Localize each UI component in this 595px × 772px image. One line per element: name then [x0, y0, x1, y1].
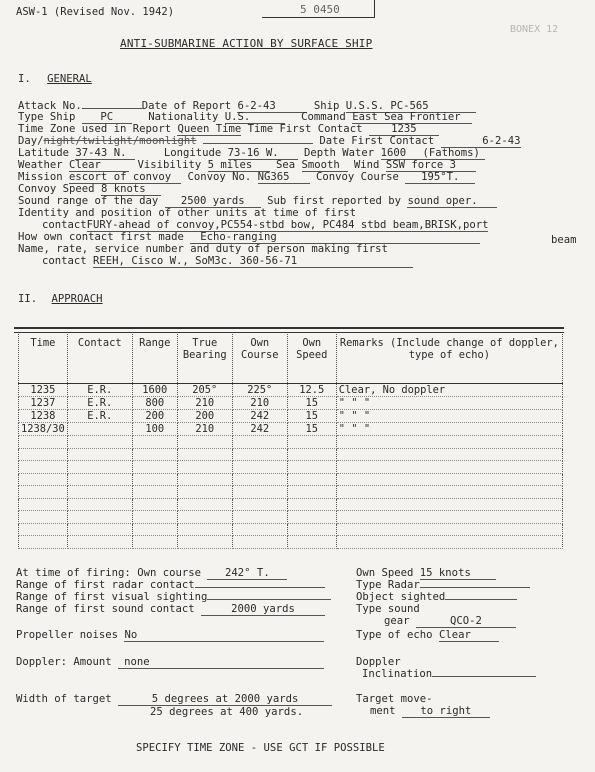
attack-no-field[interactable] — [82, 108, 142, 109]
table-top-rule — [14, 327, 564, 329]
table-cell[interactable]: 200 — [177, 410, 232, 423]
table-cell[interactable] — [132, 511, 177, 524]
ment-value[interactable]: to right — [402, 706, 490, 718]
section1-number: I. — [18, 73, 31, 85]
table-cell[interactable]: 1237 — [19, 397, 68, 410]
row-visual — [16, 591, 331, 603]
person-label: contact — [42, 255, 87, 267]
type-radar-field[interactable] — [420, 587, 530, 588]
depth-value: 1600 — [380, 147, 407, 159]
day-struck-options: night/twilight/moonlight — [43, 135, 197, 147]
doppler-amount-label: Doppler: Amount — [16, 656, 112, 668]
table-row — [19, 397, 563, 410]
section2-heading — [18, 293, 103, 305]
own-course-label: Own course — [137, 567, 201, 579]
table-cell[interactable] — [336, 436, 562, 449]
table-cell[interactable] — [19, 498, 68, 511]
table-cell[interactable]: 210 — [177, 397, 232, 410]
table-row — [19, 536, 563, 549]
row-sound-contact — [16, 603, 325, 616]
row-target-move — [356, 693, 433, 705]
command-label: Command — [301, 111, 346, 123]
own-speed-value[interactable]: 15 knots — [420, 568, 496, 580]
inclination-field[interactable] — [432, 676, 536, 677]
own-course-value[interactable]: 242° T. — [207, 568, 287, 580]
type-sound-label: Type sound — [356, 603, 420, 615]
table-cell[interactable]: E.R. — [67, 397, 132, 410]
table-row — [19, 423, 563, 436]
row-type-echo — [356, 629, 499, 642]
table-cell[interactable]: 210 — [232, 397, 287, 410]
table-cell[interactable] — [232, 473, 287, 486]
table-cell[interactable]: 1235 — [19, 384, 68, 397]
ship-value[interactable]: U.S.S. PC-565 — [346, 101, 476, 113]
table-cell[interactable] — [19, 523, 68, 536]
table-row — [19, 461, 563, 474]
table-cell[interactable] — [336, 473, 562, 486]
table-cell[interactable]: 242 — [232, 423, 287, 436]
object-label: Object sighted — [356, 591, 446, 603]
table-cell[interactable] — [232, 536, 287, 549]
table-cell[interactable] — [177, 523, 232, 536]
depth-unit: (Fathoms) — [422, 147, 480, 159]
weather-label: Weather — [18, 159, 63, 171]
type-ship-value[interactable]: PC — [82, 112, 132, 124]
table-cell[interactable]: 242 — [232, 410, 287, 423]
table-cell[interactable] — [19, 536, 68, 549]
sub-first-value[interactable]: sound oper. — [407, 196, 497, 208]
table-cell[interactable] — [132, 473, 177, 486]
mission-label: Mission — [18, 171, 63, 183]
table-cell[interactable] — [132, 461, 177, 474]
gear-label: gear — [384, 615, 410, 627]
table-cell[interactable] — [67, 423, 132, 436]
table-cell[interactable] — [232, 498, 287, 511]
latitude-label: Latitude — [18, 147, 70, 159]
table-row — [19, 486, 563, 499]
attack-no-label: Attack No. — [18, 100, 82, 112]
latitude-value[interactable]: 37-43 N. — [75, 148, 135, 160]
table-cell[interactable] — [287, 486, 336, 499]
width-label: Width of target — [16, 693, 112, 705]
table-cell[interactable] — [67, 436, 132, 449]
visual-field[interactable] — [207, 599, 331, 600]
own-speed-label: Own Speed — [356, 567, 414, 579]
table-row — [19, 498, 563, 511]
convoy-course-label: Convoy Course — [316, 171, 399, 183]
section2-number: II. — [18, 293, 38, 305]
date-report-label: Date of Report — [141, 100, 232, 112]
sub-first-label: Sub first reported by — [267, 195, 402, 207]
table-row — [19, 448, 563, 461]
wind-label: Wind — [353, 159, 380, 171]
table-cell[interactable] — [132, 536, 177, 549]
table-cell[interactable] — [67, 511, 132, 524]
day-label: Day/ — [18, 135, 44, 147]
table-cell[interactable]: 100 — [132, 423, 177, 436]
nationality-value[interactable]: U.S. — [225, 112, 285, 124]
table-cell[interactable] — [336, 511, 562, 524]
sound-range-label: Sound range of the day — [18, 195, 159, 207]
col-own-course: Own Course — [232, 334, 287, 384]
row-radar — [16, 579, 325, 591]
col-range: Range — [132, 334, 177, 384]
col-own-speed: Own Speed — [287, 334, 336, 384]
table-cell[interactable] — [336, 486, 562, 499]
mission-value[interactable]: escort of convoy — [69, 172, 181, 184]
row-ment — [370, 705, 490, 718]
table-row — [19, 523, 563, 536]
table-cell[interactable]: " " " — [336, 423, 562, 436]
table-cell[interactable]: 15 — [287, 397, 336, 410]
table-cell[interactable] — [132, 436, 177, 449]
longitude-value[interactable]: 73-16 W. — [228, 148, 298, 160]
approach-header-row — [19, 334, 563, 384]
inclination-label: Inclination — [362, 668, 433, 680]
section2-label: APPROACH — [51, 293, 103, 305]
table-row — [19, 436, 563, 449]
table-cell[interactable]: 800 — [132, 397, 177, 410]
stamp-text: 5 0450 — [300, 3, 340, 16]
table-cell[interactable]: " " " — [336, 397, 562, 410]
row-doppler-amount — [16, 656, 324, 669]
table-cell[interactable] — [232, 511, 287, 524]
depth-label: Depth Water — [304, 147, 375, 159]
date-report-value[interactable]: 6-2-43 — [237, 101, 307, 113]
wind-value[interactable]: SSW force 3 — [386, 160, 476, 172]
width-value-1[interactable]: 5 degrees at 2000 yards — [118, 694, 332, 706]
table-cell[interactable]: 15 — [287, 410, 336, 423]
table-cell[interactable] — [67, 536, 132, 549]
table-cell[interactable] — [19, 473, 68, 486]
table-cell[interactable] — [19, 448, 68, 461]
identity-label: Identity and position of other units at time of first — [18, 207, 357, 219]
table-cell[interactable] — [67, 523, 132, 536]
table-cell[interactable] — [132, 486, 177, 499]
row-type-radar — [356, 579, 530, 591]
footer-note: SPECIFY TIME ZONE - USE GCT IF POSSIBLE — [136, 742, 385, 754]
table-cell[interactable] — [67, 461, 132, 474]
row-type-sound — [356, 603, 420, 615]
col-true-bearing: True Bearing — [177, 334, 232, 384]
table-cell[interactable] — [177, 461, 232, 474]
table-cell[interactable]: 1600 — [132, 384, 177, 397]
visibility-value[interactable]: 5 miles — [208, 160, 270, 172]
table-cell[interactable] — [67, 448, 132, 461]
table-cell[interactable]: Clear, No doppler — [336, 384, 562, 397]
convoy-no-label: Convoy No. — [187, 171, 252, 183]
day-field[interactable] — [203, 143, 313, 144]
table-cell[interactable] — [19, 511, 68, 524]
row-inclination — [362, 668, 536, 680]
propeller-value[interactable]: No — [124, 630, 324, 642]
nationality-label: Nationality — [148, 111, 219, 123]
convoy-course-value[interactable]: 195°T. — [405, 172, 475, 184]
table-cell[interactable]: 205° — [177, 384, 232, 397]
table-cell[interactable] — [336, 461, 562, 474]
target-move-label: Target move- — [356, 693, 433, 705]
row-propeller — [16, 629, 324, 642]
visibility-label: Visibility — [137, 159, 202, 171]
table-cell[interactable] — [232, 523, 287, 536]
at-time-label: At time of firing: — [16, 567, 131, 579]
weather-value[interactable]: Clear — [69, 160, 129, 172]
date-first-contact-value[interactable]: 6-2-43 — [441, 136, 521, 148]
sea-label: Sea — [276, 159, 296, 171]
width-value-2: 25 degrees at 400 yards. — [150, 706, 304, 718]
table-cell[interactable] — [336, 448, 562, 461]
table-cell[interactable]: 15 — [287, 423, 336, 436]
convoy-speed-label: Convoy Speed — [18, 183, 95, 195]
radar-contact-label: Range of first radar contact — [16, 579, 195, 591]
section1-heading — [18, 73, 92, 85]
row-object — [356, 591, 517, 603]
table-cell[interactable]: 200 — [132, 410, 177, 423]
sound-contact-value[interactable]: 2000 yards — [201, 604, 325, 616]
contact-label: contact — [42, 219, 87, 231]
table-cell[interactable] — [177, 436, 232, 449]
contact-value[interactable]: FURY-ahead of convoy,PC554-stbd bow, PC484 stbd beam,BRISK,port — [86, 219, 489, 231]
table-cell[interactable]: 1238/30 — [19, 423, 68, 436]
convoy-no-value[interactable]: NG365 — [258, 172, 310, 184]
table-cell[interactable] — [232, 448, 287, 461]
form-id: ASW-1 (Revised Nov. 1942) — [16, 6, 175, 18]
table-row — [19, 511, 563, 524]
table-cell[interactable] — [287, 511, 336, 524]
table-cell[interactable] — [177, 511, 232, 524]
visual-label: Range of first visual sighting — [16, 591, 208, 603]
table-cell[interactable] — [132, 448, 177, 461]
type-ship-label: Type Ship — [18, 111, 76, 123]
longitude-label: Longitude — [163, 147, 222, 159]
propeller-label: Propeller noises — [16, 629, 119, 641]
table-cell[interactable] — [287, 536, 336, 549]
col-contact: Contact — [67, 334, 132, 384]
table-cell[interactable] — [19, 436, 68, 449]
sound-contact-label: Range of first sound contact — [16, 603, 195, 615]
table-cell[interactable] — [177, 486, 232, 499]
ment-label: ment — [370, 705, 396, 717]
table-cell[interactable]: 12.5 — [287, 384, 336, 397]
doppler-label: Doppler — [356, 656, 401, 668]
table-row — [19, 473, 563, 486]
corner-mark: BONEX 12 — [510, 24, 559, 35]
table-cell[interactable] — [19, 486, 68, 499]
name-rate-label: Name, rate, service number and duty of person making first — [18, 243, 388, 255]
object-field[interactable] — [445, 599, 517, 600]
table-cell[interactable] — [67, 498, 132, 511]
table-cell[interactable]: E.R. — [67, 410, 132, 423]
how-contact-label: How own contact first made — [18, 231, 184, 243]
sea-value[interactable]: Smooth — [302, 160, 348, 172]
section1-label: GENERAL — [47, 73, 92, 85]
time-first-contact-value[interactable]: 1235 — [369, 124, 439, 136]
table-cell[interactable] — [287, 498, 336, 511]
table-cell[interactable]: E.R. — [67, 384, 132, 397]
table-cell[interactable] — [287, 523, 336, 536]
col-time: Time — [19, 334, 68, 384]
gear-value[interactable]: QCO-2 — [416, 616, 516, 628]
type-echo-label: Type of echo — [356, 629, 433, 641]
time-zone-label: Time Zone used in Report — [18, 123, 172, 135]
approach-table — [18, 334, 563, 549]
doppler-amount-value[interactable]: none — [118, 657, 324, 669]
ship-label: Ship — [313, 100, 340, 112]
table-cell[interactable] — [177, 498, 232, 511]
row-doppler — [356, 656, 401, 668]
radar-contact-field[interactable] — [195, 587, 325, 588]
table-row — [19, 410, 563, 423]
sound-range-value[interactable]: 2500 yards — [165, 196, 261, 208]
table-cell[interactable] — [232, 436, 287, 449]
table-cell[interactable] — [232, 461, 287, 474]
date-first-contact-label: Date First Contact — [319, 135, 435, 147]
beam-word: beam — [551, 234, 577, 246]
how-contact-value[interactable]: Echo-ranging — [190, 232, 480, 244]
table-cell[interactable]: " " " — [336, 410, 562, 423]
table-cell[interactable]: 210 — [177, 423, 232, 436]
table-cell[interactable] — [177, 536, 232, 549]
table-cell[interactable] — [67, 473, 132, 486]
table-cell[interactable]: 225° — [232, 384, 287, 397]
table-cell[interactable] — [132, 523, 177, 536]
table-cell[interactable] — [177, 473, 232, 486]
table-cell[interactable] — [287, 473, 336, 486]
table-cell[interactable] — [336, 498, 562, 511]
row-gear — [384, 615, 516, 628]
type-radar-label: Type Radar — [356, 579, 420, 591]
table-cell[interactable] — [67, 486, 132, 499]
table-cell[interactable] — [287, 448, 336, 461]
table-cell[interactable] — [232, 486, 287, 499]
time-zone-value[interactable]: Queen Time — [177, 123, 242, 135]
row-person — [42, 255, 413, 268]
table-cell[interactable] — [287, 461, 336, 474]
person-value[interactable]: REEH, Cisco W., SoM3c. 360-56-71 — [93, 256, 413, 268]
table-row — [19, 384, 563, 397]
table-cell[interactable] — [19, 461, 68, 474]
table-cell[interactable] — [336, 523, 562, 536]
col-remarks: Remarks (Include change of doppler, type of echo) — [336, 334, 562, 384]
table-cell[interactable] — [287, 436, 336, 449]
table-cell[interactable] — [132, 498, 177, 511]
row-width — [16, 693, 332, 706]
table-cell[interactable] — [336, 536, 562, 549]
table-cell[interactable]: 1238 — [19, 410, 68, 423]
table-cell[interactable] — [177, 448, 232, 461]
type-echo-value[interactable]: Clear — [439, 630, 499, 642]
table-top-rule-2 — [14, 332, 564, 333]
convoy-speed-value[interactable]: 8 knots — [101, 184, 161, 196]
time-first-contact-label: Time First Contact — [247, 123, 363, 135]
command-value[interactable]: East Sea Frontier — [352, 112, 472, 124]
approach-body — [19, 384, 563, 549]
form-title: ANTI-SUBMARINE ACTION BY SURFACE SHIP — [120, 37, 373, 50]
